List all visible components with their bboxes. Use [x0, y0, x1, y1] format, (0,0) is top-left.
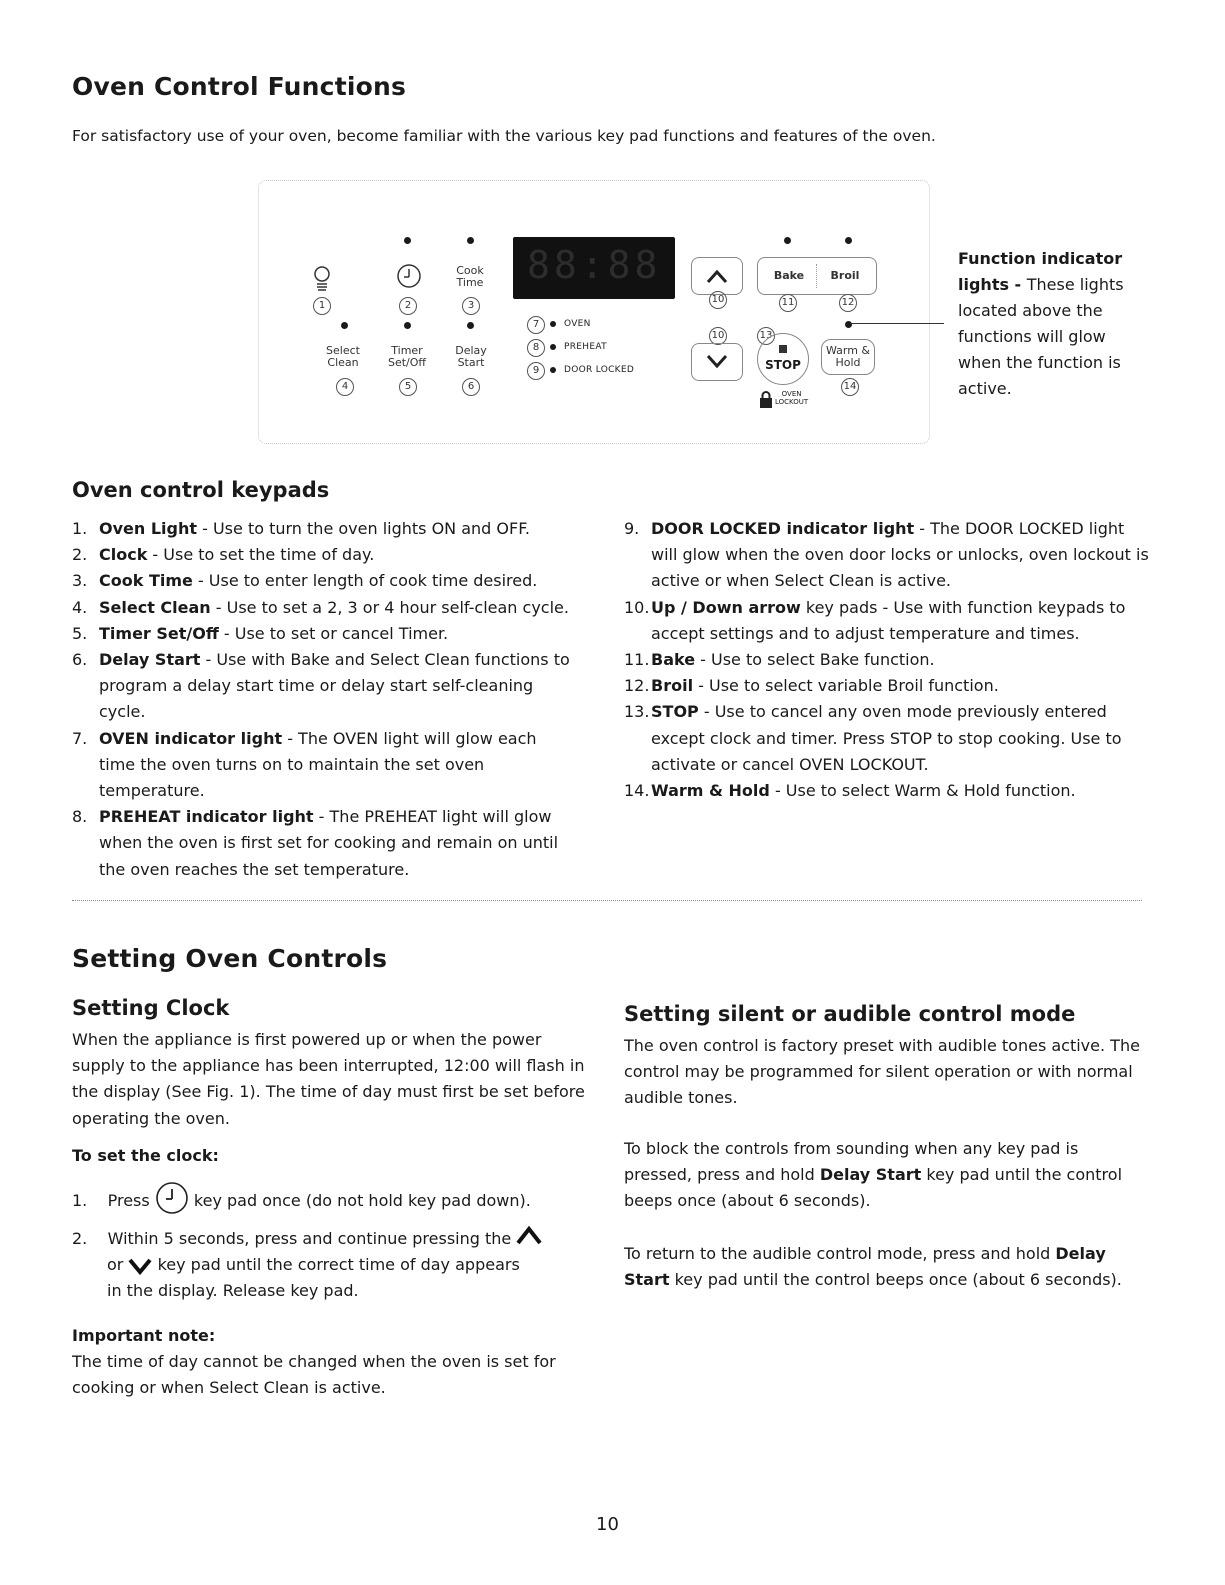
- list-item: 7. OVEN indicator light - The OVEN light will glow each time the oven turns on to maintain the set oven temperature.: [72, 728, 537, 801]
- callout-2: 2: [399, 297, 417, 315]
- callout-13: 13: [757, 327, 775, 345]
- oven-indicator-label: OVEN: [564, 319, 591, 329]
- keypads-list-right: [624, 516, 1154, 804]
- display-digits: 88:88: [527, 243, 662, 287]
- intro-text: For satisfactory use of your oven, become familiar with the various key pad functions and features of the oven.: [72, 127, 936, 145]
- broil-indicator-dot: [845, 237, 852, 244]
- lock-icon: [759, 391, 773, 409]
- section-title: Setting Oven Controls: [72, 944, 388, 973]
- silent-heading: Setting silent or audible control mode: [624, 1002, 1076, 1026]
- callout-10: 10: [709, 291, 727, 309]
- list-item: 2. Clock - Use to set the time of day.: [72, 545, 375, 565]
- function-indicator-note: Function indicator lights - These lights located above the functions will glow when the function is active.: [958, 249, 1124, 398]
- list-item: 4. Select Clean - Use to set a 2, 3 or 4 hour self-clean cycle.: [72, 597, 569, 617]
- indicator-dot: [404, 237, 411, 244]
- bake-label: Bake: [773, 269, 805, 282]
- delay-start-label: Delay Start: [455, 344, 487, 369]
- silent-p1: The oven control is factory preset with audible tones active. The control may be programmed for silent operation or with normal audible tones.: [624, 1036, 1140, 1108]
- door-locked-indicator-dot: [550, 367, 556, 373]
- preheat-indicator-dot: [550, 344, 556, 350]
- indicator-dot: [404, 322, 411, 329]
- indicator-dot: [467, 322, 474, 329]
- callout-9: 9: [527, 362, 545, 380]
- clock-icon: [155, 1181, 189, 1215]
- section-divider: [72, 900, 1142, 901]
- important-label: Important note:: [72, 1326, 216, 1345]
- clock-heading: Setting Clock: [72, 996, 230, 1020]
- cook-time-label: Cook Time: [456, 264, 484, 289]
- list-item: 1. Oven Light - Use to turn the oven lights ON and OFF.: [72, 519, 530, 538]
- up-arrow-icon: [516, 1224, 542, 1246]
- list-item: 14. Warm & Hold - Use to select Warm & Hold function.: [624, 781, 1076, 801]
- door-locked-indicator-label: DOOR LOCKED: [564, 365, 635, 375]
- oven-indicator-dot: [550, 321, 556, 327]
- callout-11: 11: [779, 294, 797, 312]
- step-2: 2. Within 5 seconds, press and continue pressing the or key pad until the correct time of day appears in the display. Release key pad.: [72, 1226, 612, 1305]
- list-item: 8. PREHEAT indicator light - The PREHEAT light will glow when the oven is first set for cooking and remain on until the oven reaches the set temperature.: [72, 807, 559, 879]
- list-item: 12. Broil - Use to select variable Broil function.: [624, 676, 999, 696]
- stop-icon: [779, 345, 787, 353]
- keypads-list-left: [72, 516, 602, 883]
- callout-3: 3: [462, 297, 480, 315]
- keypads-heading: Oven control keypads: [72, 478, 330, 502]
- bake-indicator-dot: [784, 237, 791, 244]
- stop-label: STOP: [765, 358, 801, 372]
- warm-hold-label: Warm & Hold: [825, 344, 871, 369]
- warm-hold-key: [821, 339, 875, 375]
- down-arrow-icon: [705, 353, 729, 371]
- bake-broil-keys: [757, 257, 877, 295]
- silent-p3: To return to the audible control mode, press and hold Delay Start key pad until the control beeps once (about 6 seconds).: [624, 1244, 1122, 1290]
- control-panel-diagram: [258, 180, 930, 444]
- preheat-indicator-label: PREHEAT: [564, 342, 607, 352]
- callout-14: 14: [841, 378, 859, 396]
- list-item: 10. Up / Down arrow key pads - Use with function keypads to accept settings and to adjust temperature and times.: [624, 597, 1126, 643]
- list-item: 5. Timer Set/Off - Use to set or cancel Timer.: [72, 623, 449, 643]
- callout-4: 4: [336, 378, 354, 396]
- step-1: 1. Press key pad once (do not hold key pad down).: [72, 1188, 612, 1215]
- indicator-dot: [341, 322, 348, 329]
- indicator-dot: [467, 237, 474, 244]
- oven-lockout-label: OVEN LOCKOUT: [775, 390, 809, 406]
- clock-icon: [396, 263, 422, 289]
- page-title: Oven Control Functions: [72, 72, 407, 101]
- list-item: 6. Delay Start - Use with Bake and Select Clean functions to program a delay start time or delay start self-cleaning cycle.: [72, 650, 570, 722]
- silent-p2: To block the controls from sounding when any key pad is pressed, press and hold Delay Start key pad until the control beeps once (about 6 seconds).: [624, 1139, 1123, 1211]
- up-arrow-icon: [705, 267, 729, 285]
- callout-10-down: 10: [709, 327, 727, 345]
- select-clean-label: Select Clean: [326, 344, 360, 369]
- clock-display: [513, 237, 675, 299]
- callout-1: 1: [313, 297, 331, 315]
- to-set-label: To set the clock:: [72, 1146, 219, 1165]
- oven-light-icon: [311, 265, 333, 295]
- callout-8: 8: [527, 339, 545, 357]
- clock-body: When the appliance is first powered up or when the power supply to the appliance has been interrupted, 12:00 will flash in the display (See Fig. 1). The time of day must first be set before operating the oven.: [72, 1030, 585, 1128]
- important-text: The time of day cannot be changed when the oven is set for cooking or when Select Clean is active.: [72, 1352, 556, 1398]
- callout-5: 5: [399, 378, 417, 396]
- down-arrow-key: [691, 343, 743, 381]
- callout-12: 12: [839, 294, 857, 312]
- list-item: 3. Cook Time - Use to enter length of cook time desired.: [72, 571, 538, 591]
- list-item: 13. STOP - Use to cancel any oven mode previously entered except clock and timer. Press STOP to stop cooking. Use to activate or cancel OVEN LOCKOUT.: [624, 702, 1122, 774]
- stop-key: [757, 333, 809, 385]
- list-item: 9. DOOR LOCKED indicator light - The DOOR LOCKED light will glow when the oven door locks or unlocks, oven lockout is active or when Select Clean is active.: [624, 519, 1149, 591]
- callout-7: 7: [527, 316, 545, 334]
- page-number: 10: [596, 1514, 619, 1535]
- broil-label: Broil: [830, 269, 860, 282]
- callout-6: 6: [462, 378, 480, 396]
- key-divider: [816, 264, 817, 288]
- down-arrow-icon: [128, 1257, 152, 1275]
- timer-setoff-label: Timer Set/Off: [387, 344, 426, 369]
- leader-line: [850, 323, 944, 324]
- up-arrow-key: [691, 257, 743, 295]
- list-item: 11. Bake - Use to select Bake function.: [624, 650, 935, 670]
